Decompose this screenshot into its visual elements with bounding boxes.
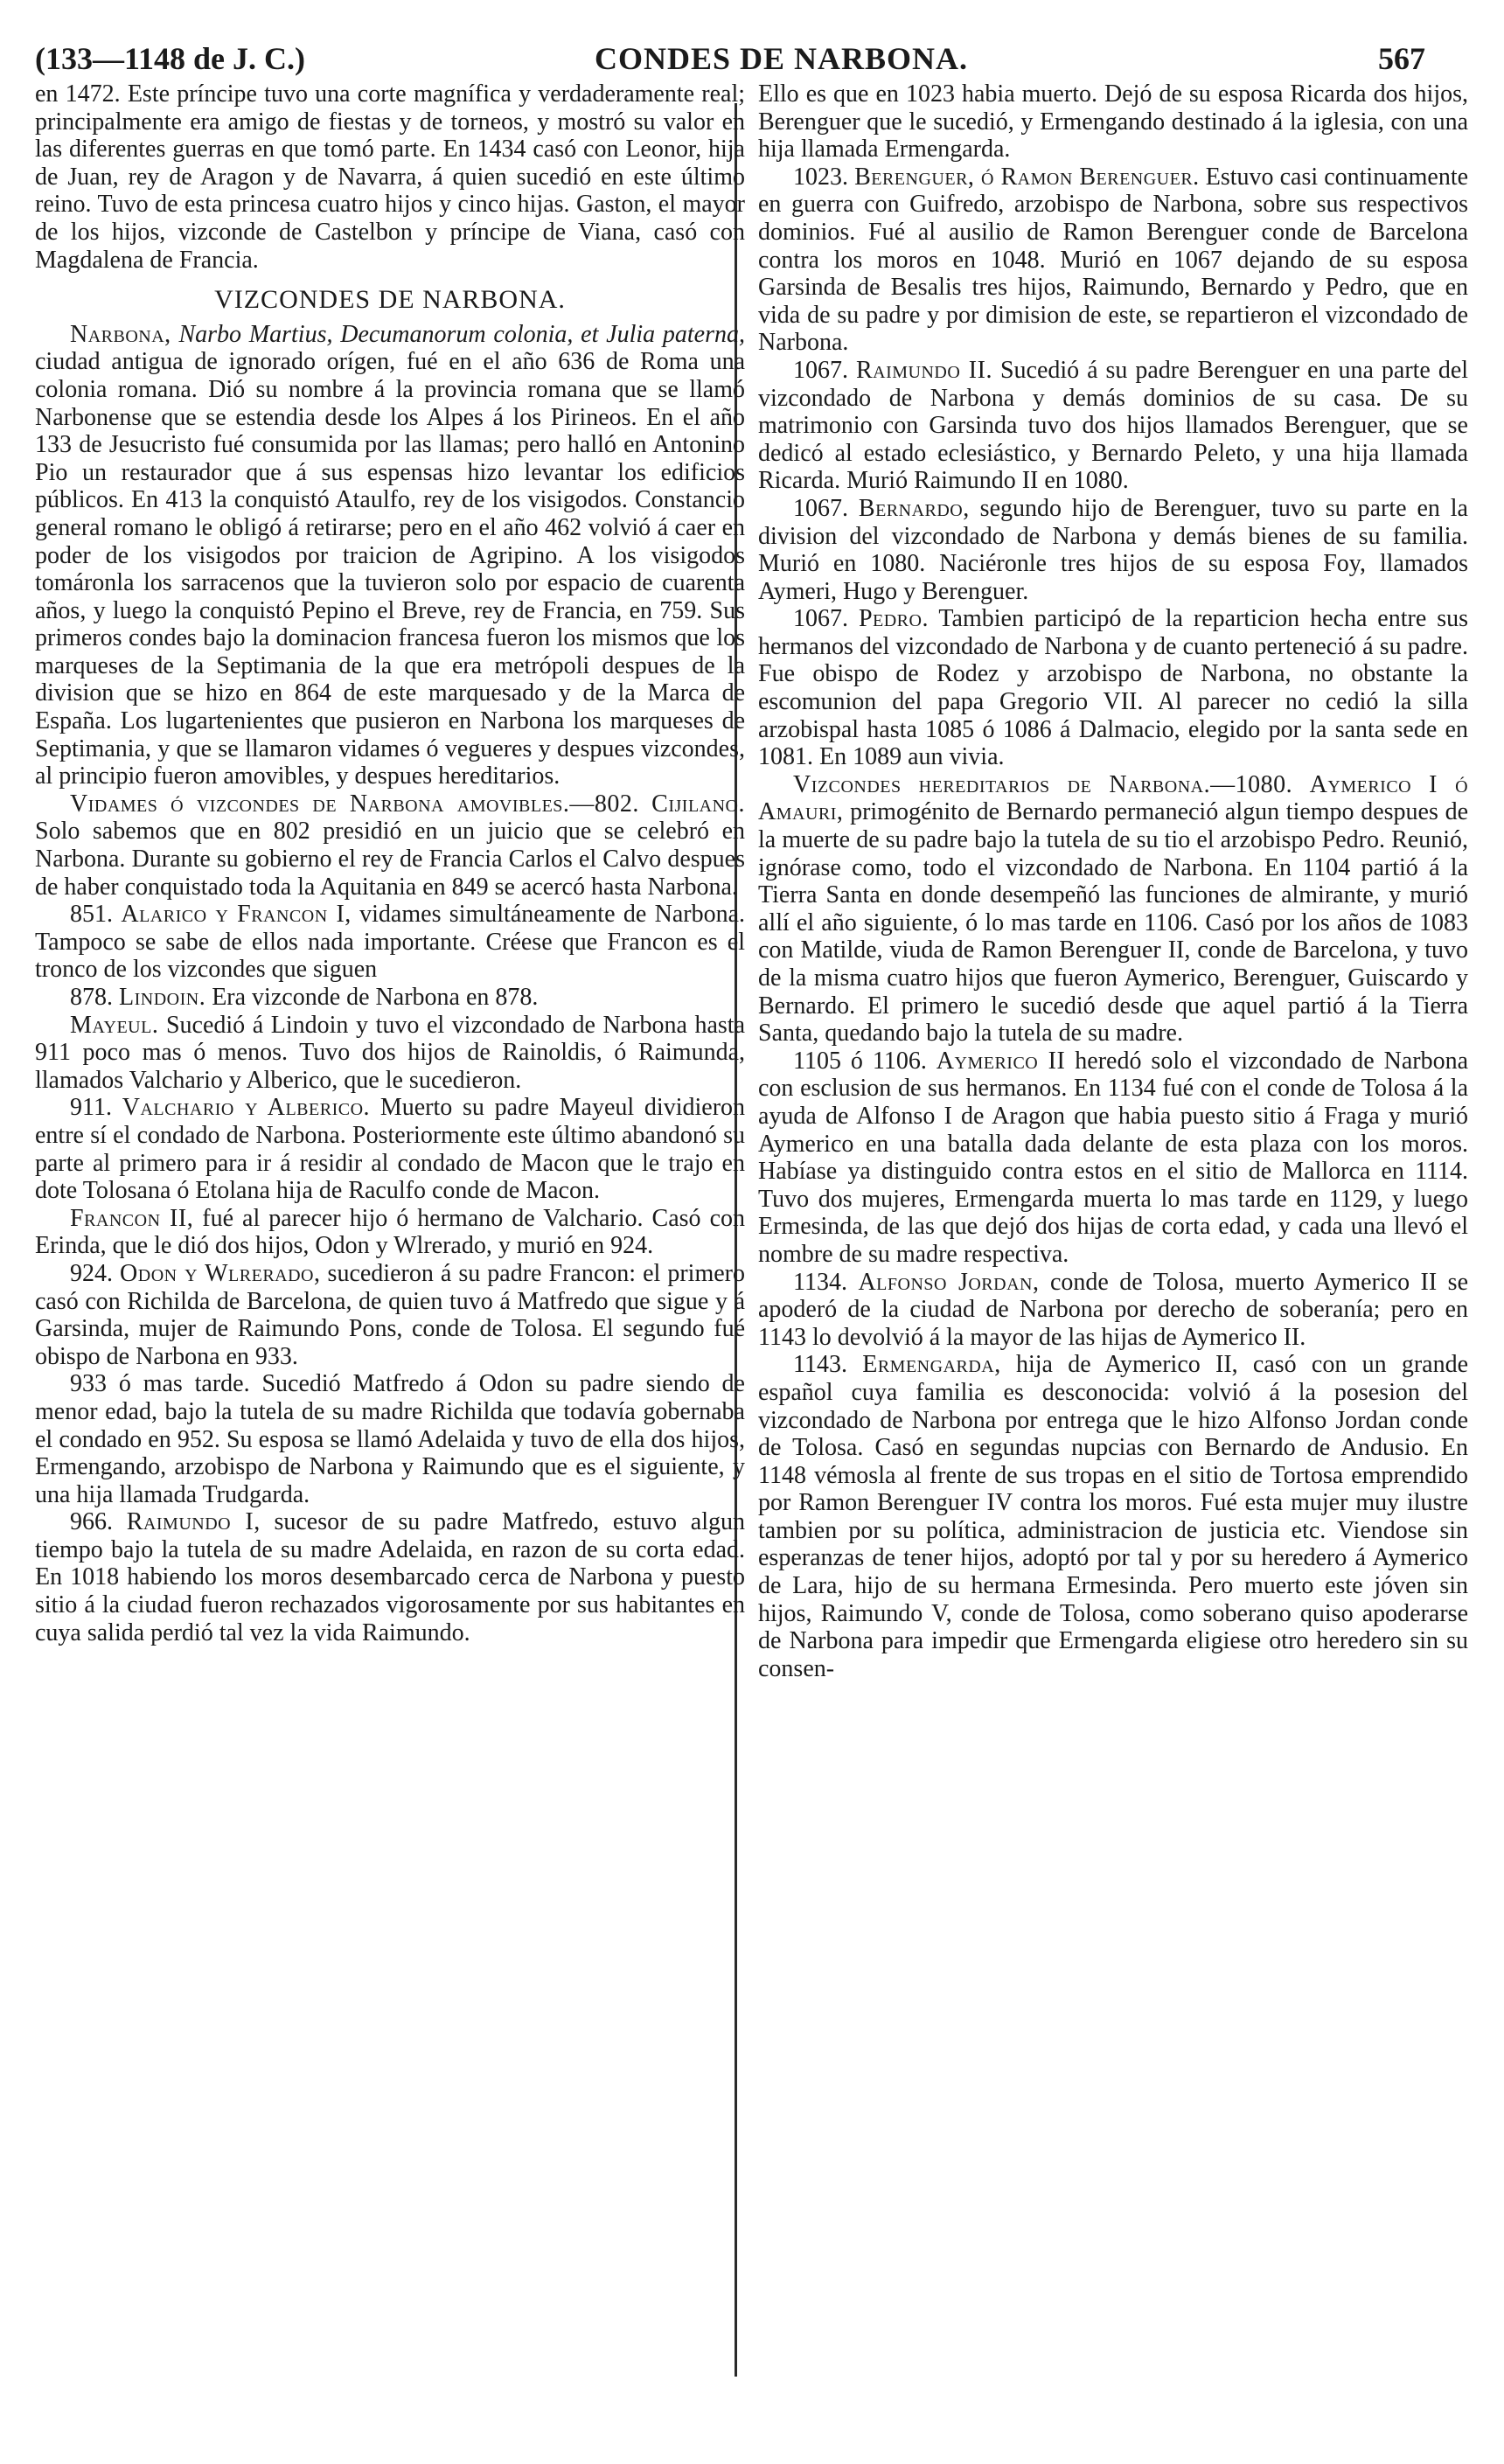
left-column bbox=[35, 80, 745, 2450]
paragraph: en 1472. Este príncipe tuvo una corte magnífica y verdaderamente real; principalmente era amigo de fiestas y de torneos, y mostró su valor en las diferentes guerras en que tomó parte. En 1434 casó con Leonor, hija de Juan, rey de Aragon y de Navarra, á quien sucedió en este último reino. Tuvo de esta princesa cuatro hijos y cinco hijas. Gaston, el mayor de los hijos, vizconde de Castelbon y príncipe de Viana, casó con Magdalena de Francia. bbox=[35, 80, 745, 274]
header-title: CONDES DE NARBONA. bbox=[595, 41, 969, 76]
entry-name: Raimundo II. bbox=[855, 356, 992, 384]
paragraph-text: segundo hijo de Berenguer, tuvo su parte en la division del vizcondado de Narbona y demás bienes de su familia. Murió en 1080. Naciéronle tres hijos de su esposa Foy, llamados Aymeri, Hugo y Berenguer. bbox=[758, 494, 1468, 605]
entry-name: Aymerico II bbox=[936, 1047, 1066, 1075]
entry-lead: 1134. bbox=[793, 1268, 847, 1296]
paragraph bbox=[758, 164, 1468, 357]
paragraph-text: Muerto su padre Mayeul dividieron entre sí el condado de Narbona. Posteriormente este último abandonó su parte al primero para ir á residir al condado de Macon que le trajo en dote Tolosana ó Etolana hija de Raculfo conde de Macon. bbox=[35, 1094, 745, 1205]
entry-lead: 1067. bbox=[793, 494, 848, 522]
paragraph bbox=[758, 1048, 1468, 1269]
entry-lead: 1143. bbox=[793, 1351, 847, 1379]
paragraph bbox=[758, 771, 1468, 1048]
entry-lead: 1067. bbox=[793, 356, 848, 384]
paragraph-text: Sucedió Matfredo á Odon su padre siendo de menor edad, bajo la tutela de su madre Richilda que todavía gobernaba el condado en 952. Su esposa se llamó Adelaida y tuvo de ella dos hijos, Ermengando, arzobispo de Narbona y Raimundo que es el siguiente, y una hija llamada Trudgarda. bbox=[35, 1370, 745, 1508]
paragraph-text: sucesor de su padre Matfredo, estuvo algun tiempo bajo la tutela de su madre Adelaida, en razon de su corta edad. En 1018 habiendo los moros desembarcado cerca de Narbona y puesto sitio á la ciudad fueron rechazados vigorosamente por sus habitantes en cuya salida perdió tal vez la vida Raimundo. bbox=[35, 1508, 745, 1646]
entry-name: Mayeul. bbox=[70, 1011, 159, 1039]
entry-lead: 911. bbox=[70, 1094, 112, 1122]
entry-lead: Narbona, bbox=[70, 320, 171, 348]
paragraph bbox=[35, 1205, 745, 1260]
right-column bbox=[758, 80, 1468, 2450]
paragraph-text: fué al parecer hijo ó hermano de Valchario. Casó con Erinda, que le dió dos hijos, Odon y Wlrerado, y murió en 924. bbox=[35, 1204, 745, 1260]
paragraph bbox=[35, 321, 745, 790]
entry-name: Pedro. bbox=[858, 605, 929, 633]
paragraph bbox=[35, 1260, 745, 1370]
page-number: 567 bbox=[1378, 41, 1425, 76]
paragraph-text: primogénito de Bernardo permaneció algun tiempo despues de la muerte de su padre bajo la tutela de su tio el arzobispo Pedro. Reunió, ignórase como, todo el vizcondado de Narbona. En 1104 partió á la Tierra Santa en donde desempeñó las funciones de almirante, y murió allí el año siguiente, ó lo mas tarde en 1106. Casó por los años de 1083 con Matilde, viuda de Ramon Berenguer II, conde de Barcelona, y tuvo de la misma cuatro hijos que fueron Aymerico, Berenguer, Guiscardo y Bernardo. El primero le sucedió desde que aquel partió á la Tierra Santa, quedando bajo la tutela de su madre. bbox=[758, 798, 1468, 1048]
entry-lead: 933 ó mas tarde. bbox=[70, 1370, 250, 1398]
section-heading: VIZCONDES DE NARBONA. bbox=[214, 285, 566, 315]
entry-lead: 924. bbox=[70, 1259, 113, 1287]
paragraph-text: heredó solo el vizcondado de Narbona con esclusion de sus hermanos. En 1134 fué con el conde de Tolosa á la ayuda de Alfonso I de Aragon que habia puesto sitio á Fraga y murió Aymerico en una batalla dada delante de esta plaza con los moros. Habíase ya distinguido contra estos en el sitio de Mallorca en 1114. Tuvo dos mujeres, Ermengarda muerta lo mas tarde en 1129, y luego Ermesinda, de las que dejó dos hijas de corta edad, y cada una llevó el nombre de su madre respectiva. bbox=[758, 1047, 1468, 1268]
paragraph: Ello es que en 1023 habia muerto. Dejó de su esposa Ricarda dos hijos, Berenguer que le sucedió, y Ermengando destinado á la iglesia, con una hija llamada Ermengarda. bbox=[758, 80, 1468, 164]
entry-name: Aymerico I ó Amauri, bbox=[758, 770, 1468, 826]
header-date-range: (133—1148 de J. C.) bbox=[35, 41, 305, 76]
entry-name: Valchario y Alberico. bbox=[122, 1094, 371, 1122]
entry-lead: 851. bbox=[70, 901, 113, 929]
entry-name: Alfonso Jordan, bbox=[858, 1268, 1040, 1296]
paragraph-text: Estuvo casi continuamente en guerra con Guifredo, arzobispo de Narbona, sobre sus respectivos dominios. Fué al ausilio de Ramon Berenguer conde de Barcelona contra los moros en 1048. Murió en 1067 dejando de su esposa Garsinda de Besalis tres hijos, Raimundo, Bernardo y Pedro, que en vida de su padre y por dimision de este, se repartieron el vizcondado de Narbona. bbox=[758, 163, 1468, 357]
entry-lead: 966. bbox=[70, 1508, 113, 1536]
paragraph bbox=[758, 1351, 1468, 1682]
entry-name: Ermengarda, bbox=[862, 1351, 1001, 1379]
paragraph-text: Solo sabemos que en 802 presidió en un juicio que se celebró en Narbona. Durante su gobierno el rey de Francia Carlos el Calvo despues de haber conquistado toda la Aquitania en 849 se acercó hasta Narbona. bbox=[35, 818, 745, 901]
paragraph-text: Era vizconde de Narbona en 878. bbox=[212, 984, 539, 1011]
paragraph bbox=[758, 357, 1468, 495]
paragraph bbox=[35, 1094, 745, 1204]
latin-names: Narbo Martius, Decumanorum colonia, et Julia paterna, bbox=[178, 320, 745, 348]
entry-name: Raimundo I, bbox=[126, 1508, 261, 1536]
entry-lead: 878. bbox=[70, 984, 113, 1011]
entry-name: Lindoin. bbox=[119, 984, 206, 1011]
paragraph-text: Sucedió á su padre Berenguer en una parte del vizcondado de Narbona y demás dominios de su casa. De su matrimonio con Garsinda tuvo dos hijos llamados Berenguer, que se dedicó al estado eclesiástico, y Bernardo Peleto, y una hija llamada Ricarda. Murió Raimundo II en 1080. bbox=[758, 356, 1468, 495]
paragraph-text: Tambien participó de la reparticion hecha entre sus hermanos del vizcondado de Narbona y de cuanto perteneció á su padre. Fue obispo de Rodez y arzobispo de Narbona, no obstante la escomunion del papa Gregorio VII. Al parecer no cedió la silla arzobispal hasta 1085 ó 1086 á Dalmacio, elegido por la santa sede en 1081. En 1089 aun vivia. bbox=[758, 605, 1468, 771]
paragraph bbox=[758, 605, 1468, 771]
paragraph bbox=[758, 1269, 1468, 1352]
entry-name: Francon II, bbox=[70, 1204, 194, 1232]
paragraph-text: sucedieron á su padre Francon: el primero casó con Richilda de Barcelona, de quien tuvo á Matfredo que sigue y á Garsinda, mujer de Raimundo Pons, conde de Tolosa. El segundo fué obispo de Narbona en 933. bbox=[35, 1259, 745, 1370]
paragraph bbox=[35, 1508, 745, 1646]
paragraph-text: vidames simultáneamente de Narbona. Tampoco se sabe de ellos nada importante. Créese que Francon es el tronco de los vizcondes que siguen bbox=[35, 901, 745, 984]
paragraph bbox=[35, 901, 745, 984]
entry-lead: Vizcondes hereditarios de Narbona.—1080. bbox=[793, 770, 1293, 798]
paragraph bbox=[35, 1370, 745, 1508]
paragraph-text: hija de Aymerico II, casó con un grande español cuya familia es desconocida: volvió á la posesion del vizcondado de Narbona por entrega que le hizo Alfonso Jordan conde de Tolosa. Casó en segundas nupcias con Bernardo de Andusio. En 1148 vémosla al frente de sus tropas en el sitio de Tortosa emprendido por Ramon Berenguer IV contra los moros. Fué esta mujer muy ilustre tambien por su política, administracion de justicia etc. Viendose sin esperanzas de tener hijos, adoptó por tal y por su heredero á Aymerico de Lara, hijo de su hermana Ermesinda. Pero muerto este jóven sin hijos, Raimundo V, conde de Tolosa, como soberano quiso apoderarse de Narbona para impedir que Ermengarda eligiese otro heredero sin su consen- bbox=[758, 1351, 1468, 1682]
entry-name: Cijilano. bbox=[651, 790, 745, 818]
entry-lead: 1105 ó 1106. bbox=[793, 1047, 927, 1075]
entry-lead: 1067. bbox=[793, 605, 848, 633]
paragraph bbox=[35, 984, 745, 1012]
entry-lead: 1023. bbox=[793, 163, 848, 191]
paragraph-text: ciudad antigua de ignorado orígen, fué en el año 636 de Roma una colonia romana. Dió su nombre á la provincia romana que se llamó Narbonense que se estendia desde los Alpes á los Pirineos. En el año 133 de Jesucristo fué consumida por las llamas; pero halló en Antonino Pio un restaurador que á sus espensas hizo levantar los edificios públicos. En 413 la conquistó Ataulfo, rey de los visigodos. Constancio general romano le obligó á retirarse; pero en el año 462 volvió á caer en poder de los visigodos por traicion de Agripino. A los visigodos tomáronla los sarracenos que la tuvieron solo por espacio de cuarenta años, y luego la conquistó Pepino el Breve, rey de Francia, en 759. Sus primeros condes bajo la dominacion francesa fueron los mismos que los marqueses de la Septimania de la que era metrópoli despues de la division que se hizo en 864 de este marquesado y de la Marca de España. Los lugartenientes que pusieron en Narbona los marqueses de Septimania, y que se llamaron vidames ó vegueres y despues vizcondes, al principio fueron amovibles, y despues hereditarios. bbox=[35, 348, 745, 790]
paragraph bbox=[35, 790, 745, 901]
paragraph-text: Sucedió á Lindoin y tuvo el vizcondado de Narbona hasta 911 poco mas ó menos. Tuvo dos hijos de Rainoldis, ó Raimunda, llamados Valchario y Alberico, que le sucedieron. bbox=[35, 1011, 745, 1094]
paragraph bbox=[758, 495, 1468, 605]
entry-name: Bernardo, bbox=[858, 494, 970, 522]
entry-name: Berenguer, ó Ramon Berenguer. bbox=[854, 163, 1200, 191]
paragraph-text: conde de Tolosa, muerto Aymerico II se apoderó de la ciudad de Narbona por derecho de soberanía; pero en 1143 lo devolvió á la mayor de las hijas de Aymerico II. bbox=[758, 1268, 1468, 1351]
entry-name: Odon y Wlrerado, bbox=[120, 1259, 321, 1287]
page-header bbox=[35, 40, 1425, 82]
paragraph bbox=[35, 1012, 745, 1095]
entry-name: Alarico y Francon I, bbox=[121, 901, 352, 929]
entry-lead: Vidames ó vizcondes de Narbona amovibles.—802. bbox=[70, 790, 639, 818]
